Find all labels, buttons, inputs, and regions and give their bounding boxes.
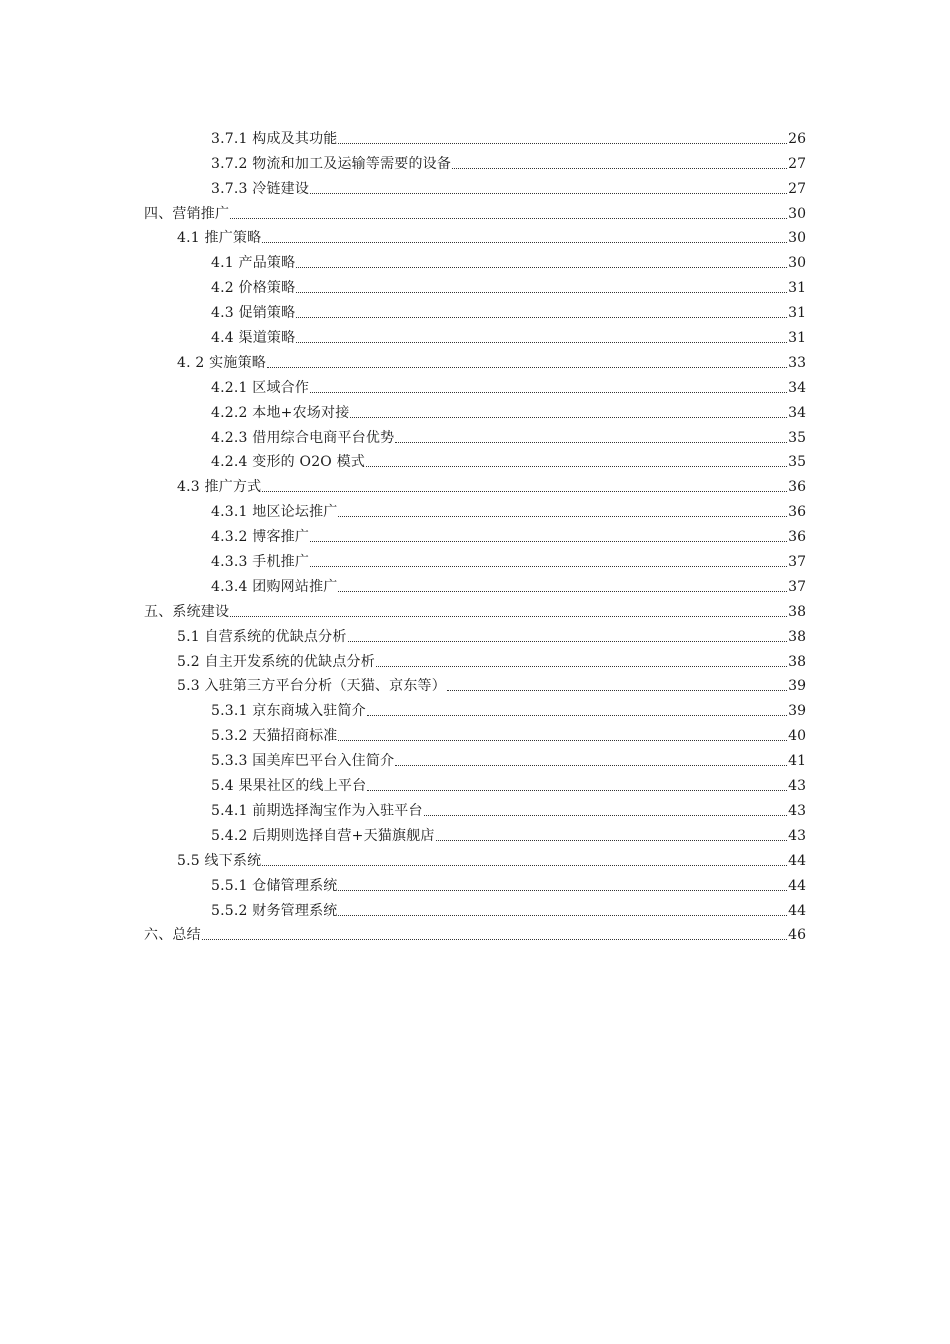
toc-entry-title: 5.2 自主开发系统的优缺点分析 xyxy=(177,653,375,670)
toc-entry-title: 4.3.4 团购网站推广 xyxy=(211,578,338,595)
dot-leader xyxy=(338,516,787,517)
toc-entry[interactable] xyxy=(0,273,950,298)
toc-entry-title: 3.7.3 冷链建设 xyxy=(211,180,310,197)
toc-entry-page: 43 xyxy=(788,802,806,819)
toc-entry-page: 40 xyxy=(788,728,806,745)
toc-entry[interactable] xyxy=(0,348,950,373)
dot-leader xyxy=(395,765,787,766)
toc-entry[interactable] xyxy=(0,522,950,547)
dot-leader xyxy=(338,143,787,144)
dot-leader xyxy=(230,218,787,219)
dot-leader xyxy=(366,466,787,467)
toc-entry[interactable] xyxy=(0,846,950,871)
toc-entry-title: 4.3.2 博客推广 xyxy=(211,529,310,546)
toc-entry-title: 五、系统建设 xyxy=(144,603,230,620)
toc-entry[interactable] xyxy=(0,597,950,622)
toc-entry-title: 5.4.2 后期则选择自营+天猫旗舰店 xyxy=(211,827,435,844)
dot-leader xyxy=(296,342,787,343)
toc-entry-title: 4.3.3 手机推广 xyxy=(211,554,310,571)
toc-entry-title: 4.2.4 变形的 O2O 模式 xyxy=(211,454,366,471)
toc-entry-title: 4.1 推广策略 xyxy=(177,230,262,247)
toc-entry[interactable] xyxy=(0,224,950,249)
toc-entry-page: 33 xyxy=(788,354,806,371)
dot-leader xyxy=(348,641,788,642)
toc-entry[interactable] xyxy=(0,896,950,921)
toc-entry-page: 30 xyxy=(788,230,806,247)
toc-entry-title: 5.3 入驻第三方平台分析（天猫、京东等） xyxy=(177,678,446,695)
toc-entry-title: 四、营销推广 xyxy=(144,205,230,222)
toc-entry-page: 37 xyxy=(788,578,806,595)
toc-entry-page: 39 xyxy=(788,703,806,720)
toc-entry[interactable] xyxy=(0,423,950,448)
toc-entry-title: 4.3 推广方式 xyxy=(177,479,262,496)
dot-leader xyxy=(367,715,787,716)
toc-entry-page: 44 xyxy=(788,852,806,869)
toc-entry-page: 38 xyxy=(788,603,806,620)
toc-entry-page: 43 xyxy=(788,827,806,844)
toc-entry[interactable] xyxy=(0,696,950,721)
dot-leader xyxy=(452,168,787,169)
toc-entry-page: 46 xyxy=(788,927,806,944)
dot-leader xyxy=(350,417,787,418)
dot-leader xyxy=(310,392,787,393)
toc-entry-title: 4.2.1 区域合作 xyxy=(211,379,310,396)
toc-entry[interactable] xyxy=(0,398,950,423)
dot-leader xyxy=(310,193,787,194)
toc-entry-title: 5.5.1 仓储管理系统 xyxy=(211,877,338,894)
toc-entry-page: 27 xyxy=(788,155,806,172)
dot-leader xyxy=(338,915,787,916)
dot-leader xyxy=(262,242,787,243)
dot-leader xyxy=(296,292,787,293)
toc-entry[interactable] xyxy=(0,124,950,149)
toc-entry-page: 35 xyxy=(788,454,806,471)
toc-entry-title: 4.2 价格策略 xyxy=(211,280,296,297)
toc-entry-page: 30 xyxy=(788,255,806,272)
toc-entry[interactable] xyxy=(0,248,950,273)
toc-entry-title: 4. 2 实施策略 xyxy=(177,354,266,371)
dot-leader xyxy=(367,790,787,791)
toc-entry-page: 31 xyxy=(788,330,806,347)
toc-entry-page: 36 xyxy=(788,479,806,496)
toc-entry-title: 5.1 自营系统的优缺点分析 xyxy=(177,628,347,645)
toc-entry[interactable] xyxy=(0,871,950,896)
toc-entry[interactable] xyxy=(0,199,950,224)
toc-entry-page: 27 xyxy=(788,180,806,197)
dot-leader xyxy=(202,939,787,940)
toc-entry[interactable] xyxy=(0,572,950,597)
toc-entry-title: 六、总结 xyxy=(144,927,201,944)
dot-leader xyxy=(262,865,787,866)
dot-leader xyxy=(338,890,787,891)
toc-entry[interactable] xyxy=(0,622,950,647)
dot-leader xyxy=(395,442,787,443)
toc-entry[interactable] xyxy=(0,647,950,672)
dot-leader xyxy=(262,491,787,492)
toc-entry-title: 5.3.3 国美库巴平台入住简介 xyxy=(211,753,395,770)
toc-entry[interactable] xyxy=(0,497,950,522)
toc-entry[interactable] xyxy=(0,547,950,572)
toc-entry-title: 5.5 线下系统 xyxy=(177,852,262,869)
toc-entry-title: 3.7.1 构成及其功能 xyxy=(211,130,338,147)
toc-entry-title: 4.2.3 借用综合电商平台优势 xyxy=(211,429,395,446)
toc-entry-title: 4.4 渠道策略 xyxy=(211,330,296,347)
dot-leader xyxy=(267,367,787,368)
dot-leader xyxy=(447,690,787,691)
toc-entry-title: 5.5.2 财务管理系统 xyxy=(211,902,338,919)
dot-leader xyxy=(296,267,787,268)
dot-leader xyxy=(424,815,788,816)
dot-leader xyxy=(296,317,787,318)
toc-entry-page: 31 xyxy=(788,305,806,322)
toc-entry-page: 37 xyxy=(788,554,806,571)
toc-entry[interactable] xyxy=(0,323,950,348)
toc-entry-page: 34 xyxy=(788,404,806,421)
toc-entry-title: 4.1 产品策略 xyxy=(211,255,296,272)
toc-entry-title: 5.3.2 天猫招商标准 xyxy=(211,728,338,745)
toc-entry-title: 4.3 促销策略 xyxy=(211,305,296,322)
table-of-contents xyxy=(0,124,950,945)
toc-entry[interactable] xyxy=(0,472,950,497)
toc-entry[interactable] xyxy=(0,821,950,846)
toc-entry[interactable] xyxy=(0,298,950,323)
toc-entry[interactable] xyxy=(0,721,950,746)
toc-entry[interactable] xyxy=(0,174,950,199)
toc-entry-title: 3.7.2 物流和加工及运输等需要的设备 xyxy=(211,155,452,172)
toc-entry[interactable] xyxy=(0,771,950,796)
toc-entry-page: 34 xyxy=(788,379,806,396)
dot-leader xyxy=(310,541,787,542)
toc-entry-title: 5.4.1 前期选择淘宝作为入驻平台 xyxy=(211,802,423,819)
dot-leader xyxy=(376,666,787,667)
toc-entry-page: 31 xyxy=(788,280,806,297)
dot-leader xyxy=(338,740,787,741)
toc-entry-page: 38 xyxy=(788,628,806,645)
toc-entry-page: 43 xyxy=(788,778,806,795)
dot-leader xyxy=(436,840,788,841)
toc-entry-title: 4.2.2 本地+农场对接 xyxy=(211,404,350,421)
toc-entry-page: 41 xyxy=(788,753,806,770)
toc-entry-title: 4.3.1 地区论坛推广 xyxy=(211,504,338,521)
toc-entry-page: 39 xyxy=(788,678,806,695)
dot-leader xyxy=(310,566,787,567)
toc-entry-page: 36 xyxy=(788,529,806,546)
toc-entry[interactable] xyxy=(0,746,950,771)
toc-entry[interactable] xyxy=(0,448,950,473)
toc-entry-page: 35 xyxy=(788,429,806,446)
toc-entry-page: 26 xyxy=(788,130,806,147)
toc-entry[interactable] xyxy=(0,672,950,697)
toc-entry-page: 44 xyxy=(788,902,806,919)
toc-entry-page: 44 xyxy=(788,877,806,894)
dot-leader xyxy=(230,616,787,617)
toc-entry-page: 38 xyxy=(788,653,806,670)
toc-entry[interactable] xyxy=(0,373,950,398)
toc-entry[interactable] xyxy=(0,149,950,174)
toc-entry-title: 5.4 果果社区的线上平台 xyxy=(211,778,367,795)
toc-entry-page: 30 xyxy=(788,205,806,222)
dot-leader xyxy=(338,591,787,592)
toc-entry-page: 36 xyxy=(788,504,806,521)
toc-entry[interactable] xyxy=(0,796,950,821)
toc-entry[interactable] xyxy=(0,921,950,946)
toc-entry-title: 5.3.1 京东商城入驻简介 xyxy=(211,703,366,720)
